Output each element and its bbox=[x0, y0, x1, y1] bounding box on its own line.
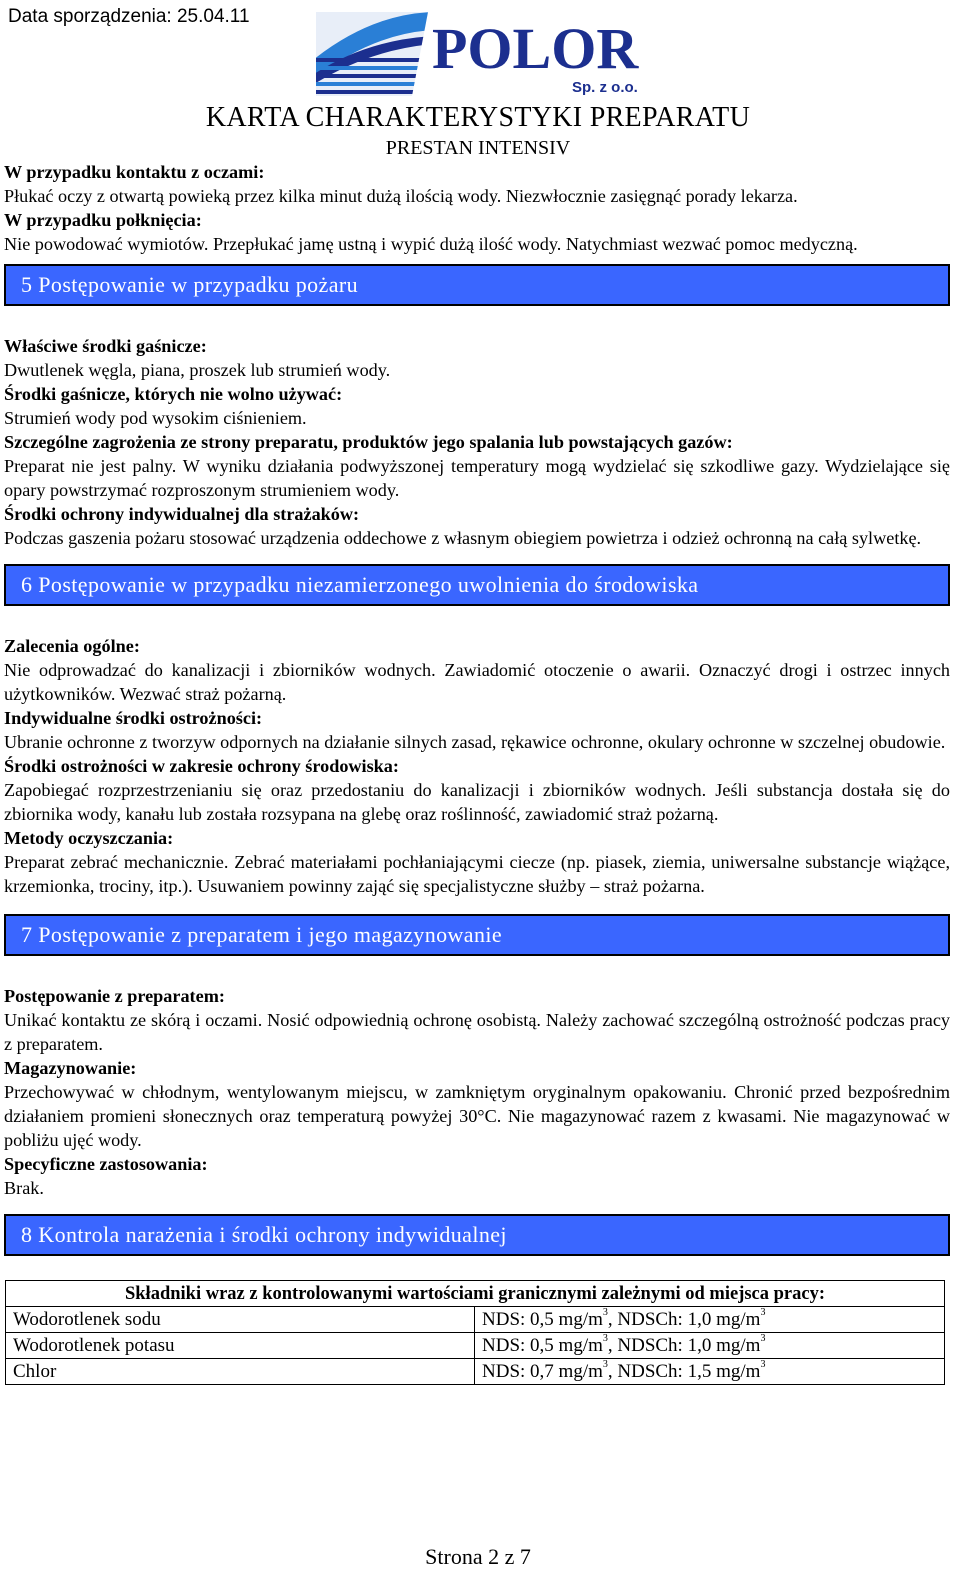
substance-name: Wodorotlenek potasu bbox=[6, 1333, 475, 1359]
limit-values: NDS: 0,7 $mg/m^3$, NDSCh: 1,5 $mg/m^3$ bbox=[475, 1359, 945, 1385]
swallow-label: W przypadku połknięcia: bbox=[4, 210, 202, 230]
document-body bbox=[4, 160, 950, 1385]
s6-text-1: Nie odprowadzać do kanalizacji i zbiorników wodnych. Zawiadomić otoczenie o awarii. Oznaczyć drogi i ostrzec innych użytkowników. Wezwać straż pożarną. bbox=[4, 660, 950, 704]
s5-text-2: Strumień wody pod wysokim ciśnieniem. bbox=[4, 408, 307, 428]
s5-label-4: Środki ochrony indywidualnej dla strażaków: bbox=[4, 504, 360, 524]
substance-name: Chlor bbox=[6, 1359, 475, 1385]
section-5-header bbox=[4, 264, 950, 306]
table-row bbox=[6, 1359, 945, 1385]
section-8-title: 8 Kontrola narażenia i środki ochrony indywidualnej bbox=[21, 1222, 507, 1247]
section-7-title: 7 Postępowanie z preparatem i jego magazynowanie bbox=[21, 922, 503, 947]
s6-text-2: Ubranie ochronne z tworzyw odpornych na działanie silnych zasad, rękawice ochronne, okulary ochronne w szczelnej obudowie. bbox=[4, 732, 946, 752]
page-number: Strona 2 z 7 bbox=[425, 1544, 531, 1569]
s7-text-3: Brak. bbox=[4, 1178, 44, 1198]
table-row bbox=[6, 1333, 945, 1359]
logo-subtext: Sp. z o.o. bbox=[572, 79, 638, 96]
polor-logo bbox=[308, 4, 653, 100]
s6-text-4: Preparat zebrać mechanicznie. Zebrać materiałami pochłaniającymi ciecze (np. piasek, ziemia, uniwersalne substancje wiążące, krzemionka, trociny, itp.). Usuwaniem powinny zająć się specjalistyczne służby – straż pożarna. bbox=[4, 852, 950, 896]
limit-values: NDS: 0,5 $mg/m^3$, NDSCh: 1,0 $mg/m^3$ bbox=[475, 1333, 945, 1359]
document-title: KARTA CHARAKTERYSTYKI PREPARATU bbox=[205, 102, 751, 133]
section-6-header bbox=[4, 564, 950, 606]
s5-label-2: Środki gaśnicze, których nie wolno używać: bbox=[4, 384, 343, 404]
substance-name: Wodorotlenek sodu bbox=[6, 1307, 475, 1333]
s6-label-1: Zalecenia ogólne: bbox=[4, 636, 140, 656]
s7-label-3: Specyficzne zastosowania: bbox=[4, 1154, 208, 1174]
s6-label-3: Środki ostrożności w zakresie ochrony środowiska: bbox=[4, 756, 399, 776]
s7-label-2: Magazynowanie: bbox=[4, 1058, 137, 1078]
eyes-contact-label: W przypadku kontaktu z oczami: bbox=[4, 162, 265, 182]
product-name: PRESTAN INTENSIV bbox=[385, 137, 571, 159]
s5-text-1: Dwutlenek węgla, piana, proszek lub strumień wody. bbox=[4, 360, 391, 380]
eyes-contact-text: Płukać oczy z otwartą powieką przez kilka minut dużą ilością wody. Niezwłocznie zasięgnąć porady lekarza. bbox=[4, 186, 798, 206]
s7-label-1: Postępowanie z preparatem: bbox=[4, 986, 225, 1006]
s7-text-2: Przechowywać w chłodnym, wentylowanym miejscu, w zamkniętym oryginalnym opakowaniu. Chronić przed bezpośrednim działaniem promieni słonecznych oraz temperaturą powyżej 30°C. Nie magazynować razem z kwasami. Nie magazynować w pobliżu ujęć wody. bbox=[4, 1082, 950, 1150]
s5-label-3: Szczególne zagrożenia ze strony preparatu, produktów jego spalania lub powstających gazów: bbox=[4, 432, 733, 452]
s6-label-4: Metody oczyszczania: bbox=[4, 828, 174, 848]
creation-date: Data sporządzenia: 25.04.11 bbox=[8, 6, 250, 27]
s5-text-3: Preparat nie jest palny. W wyniku działania podwyższonej temperatury mogą wydzielać się szkodliwe gazy. Wydzielające się opary powstrzymać rozproszonym strumieniem wody. bbox=[4, 456, 950, 500]
section-7-header bbox=[4, 914, 950, 956]
section-5-title: 5 Postępowanie w przypadku pożaru bbox=[21, 272, 359, 297]
limit-values: NDS: 0,5 $mg/m^3$, NDSCh: 1,0 $mg/m^3$ bbox=[475, 1307, 945, 1333]
section-6-title: 6 Postępowanie w przypadku niezamierzonego uwolnienia do środowiska bbox=[21, 572, 699, 597]
table-row bbox=[6, 1307, 945, 1333]
s6-label-2: Indywidualne środki ostrożności: bbox=[4, 708, 263, 728]
table-header: Składniki wraz z kontrolowanymi wartościami granicznymi zależnymi od miejsca pracy: bbox=[6, 1281, 945, 1307]
s5-label-1: Właściwe środki gaśnicze: bbox=[4, 336, 207, 356]
s5-text-4: Podczas gaszenia pożaru stosować urządzenia oddechowe z własnym obiegiem powietrza i odzież ochronną na całą sylwetkę. bbox=[4, 528, 922, 548]
section-8-header bbox=[4, 1214, 950, 1256]
logo-text: POLOR bbox=[432, 16, 639, 81]
s6-text-3: Zapobiegać rozprzestrzenianiu się oraz przedostaniu do kanalizacji i zbiorników wodnych. Jeśli substancja dostała się do zbiornika wody, kanału lub została rozsypana na glebę oraz roślinność, zawiadomić straż pożarną. bbox=[4, 780, 950, 824]
s7-text-1: Unikać kontaktu ze skórą i oczami. Nosić odpowiednią ochronę osobistą. Należy zachować szczególną ostrożność podczas pracy z preparatem. bbox=[4, 1010, 950, 1054]
exposure-limits-table bbox=[5, 1280, 945, 1385]
swallow-text: Nie powodować wymiotów. Przepłukać jamę ustną i wypić dużą ilość wody. Natychmiast wezwać pomoc medyczną. bbox=[4, 234, 858, 254]
